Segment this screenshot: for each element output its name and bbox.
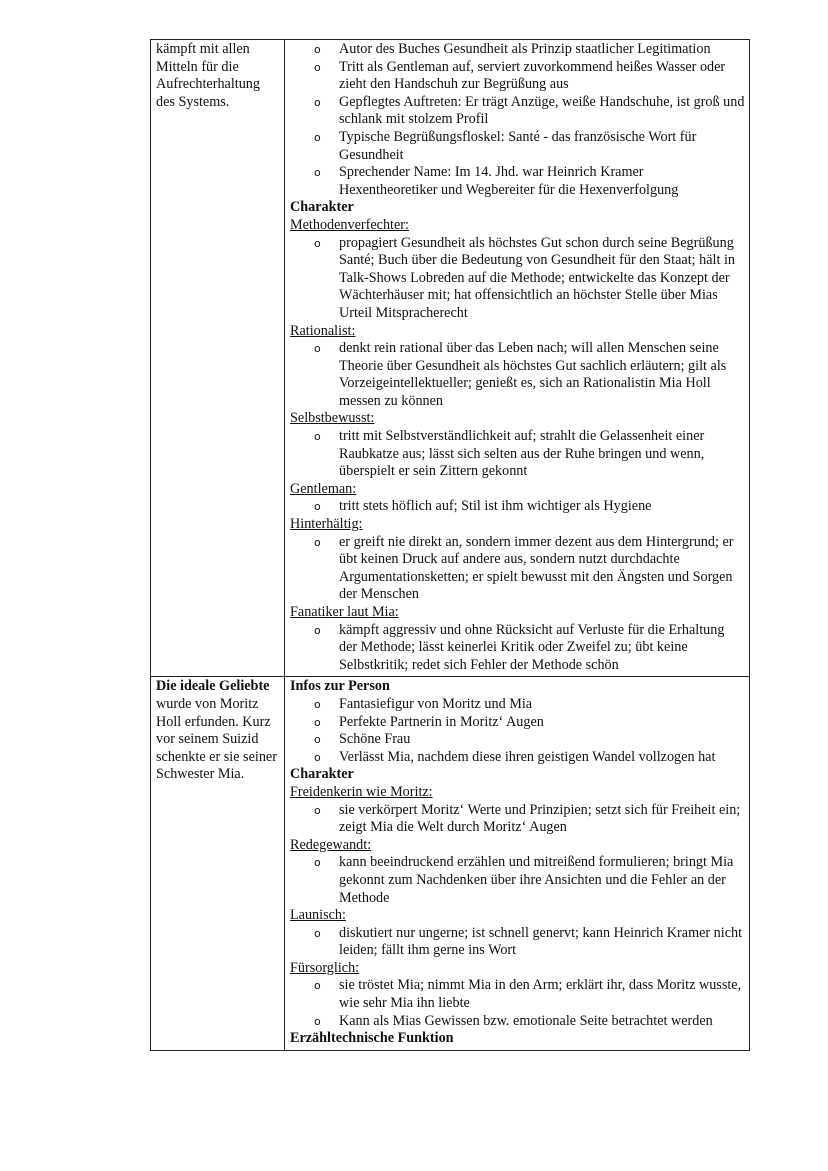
list-item: o Gepflegtes Auftreten: Er trägt Anzüge, weiße Handschuhe, ist groß und schlank mit stolzem Profil [314,93,745,128]
trait-list [290,534,745,604]
table-row-heinrich-kramer [151,40,750,677]
trait-list [290,340,745,410]
list-item: o Tritt als Gentleman auf, serviert zuvorkommend heißes Wasser oder zieht den Handschuh zur Begrüßung aus [314,58,726,93]
circle-bullet-icon: o [314,43,321,56]
right-cell-details [285,40,750,677]
circle-bullet-icon: o [314,166,321,180]
list-item: o kämpft aggressiv und ohne Rücksicht auf Verluste für die Erhaltung der Methode; lässt keinerlei Kritik oder Zweifel zu; übt keine Selbstkritik; redet sich Fehler der Methode schön [314,621,725,673]
circle-bullet-icon: o [314,130,321,144]
list-item: o Autor des Buches Gesundheit als Prinzip staatlicher Legitimation [314,41,711,57]
circle-bullet-icon: o [314,750,321,764]
trait-label: Freidenkerin wie Moritz: [290,783,433,800]
list-item: o Sprechender Name: Im 14. Jhd. war Heinrich Kramer Hexentheoretiker und Wegbereiter für die Hexenverfolgung [314,164,679,198]
left-cell-description [151,677,285,1050]
trait-list [290,622,745,675]
circle-bullet-icon: o [314,430,321,444]
trait-label: Fanatiker laut Mia: [290,604,399,620]
circle-bullet-icon: o [314,60,321,74]
list-item: o Typische Begrüßungsfloskel: Santé - das französische Wort für Gesundheit [314,128,697,163]
trait-label: Gentleman: [290,480,357,497]
trait-label: Methodenverfechter: [290,216,409,233]
trait-list [290,925,745,960]
circle-bullet-icon: o [314,1014,321,1028]
section-heading-charakter: Charakter [290,199,354,216]
trait-label: Selbstbewusst: [290,410,375,427]
list-item: o Fantasiefigur von Moritz und Mia [314,695,533,712]
trait-list [290,977,745,1030]
trait-list [290,854,745,907]
trait-label: Launisch: [290,907,346,924]
left-text: kämpft mit allen Mitteln für die Aufrechterhaltung des Systems. [156,41,260,110]
left-title: Die ideale Geliebte [156,678,270,695]
circle-bullet-icon: o [314,979,321,993]
list-item: o sie verkörpert Moritz‘ Werte und Prinzipien; setzt sich für Freiheit ein; zeigt Mia die Welt durch Moritz‘ Augen [314,801,741,836]
circle-bullet-icon: o [314,500,321,514]
intro-list [290,41,745,199]
circle-bullet-icon: o [314,803,321,817]
circle-bullet-icon: o [314,715,321,729]
trait-list [290,235,745,323]
trait-label: Rationalist: [290,322,356,339]
trait-label: Redegewandt: [290,836,372,853]
left-text: wurde von Moritz Holl erfunden. Kurz vor seinem Suizid schenkte er sie seiner Schwester Mia. [156,695,277,783]
section-heading-charakter: Charakter [290,766,354,783]
trait-list [290,498,745,516]
list-item: o tritt stets höflich auf; Stil ist ihm wichtiger als Hygiene [314,498,652,515]
circle-bullet-icon: o [314,342,321,356]
trait-label: Fürsorglich: [290,959,360,976]
circle-bullet-icon: o [314,95,321,109]
circle-bullet-icon: o [314,535,321,549]
circle-bullet-icon: o [314,926,321,940]
list-item: o kann beeindruckend erzählen und mitreißend formulieren; bringt Mia gekonnt zum Nachdenken über ihre Ansichten und die Fehler an der Methode [314,854,734,906]
list-item: o propagiert Gesundheit als höchstes Gut schon durch seine Begrüßung Santé; Buch über die Bedeutung von Gesundheit für den Staat; hält in Talk-Shows Lobreden auf die Methode; entwickelte das Konzept der Wächterhäuser mit; hat offensichtlich an höchster Stelle über Mias Urteil Mitspracherecht [314,234,735,321]
document-page [150,39,745,1051]
section-heading-infos: Infos zur Person [290,678,390,695]
circle-bullet-icon: o [314,623,321,637]
circle-bullet-icon: o [314,236,321,250]
list-item: o diskutiert nur ungerne; ist schnell genervt; kann Heinrich Kramer nicht leiden; fällt ihm gerne ins Wort [314,924,743,959]
list-item: o Schöne Frau [314,731,411,748]
trait-label: Hinterhältig: [290,516,363,533]
list-item: o denkt rein rational über das Leben nach; will allen Menschen seine Theorie über Gesundheit als höchstes Gut sachlich erläutern; gilt als Vorzeigeintellektueller; genießt es, sich an Rationalistin Mia Holl messen zu können [314,340,727,409]
character-table [150,39,750,1051]
list-item: o Kann als Mias Gewissen bzw. emotionale Seite betrachtet werden [314,1012,713,1029]
list-item: o sie tröstet Mia; nimmt Mia in den Arm; erklärt ihr, dass Moritz wusste, wie sehr Mia ihn liebte [314,977,742,1012]
trait-list [290,428,745,481]
circle-bullet-icon: o [314,733,321,747]
list-item: o Verlässt Mia, nachdem diese ihren geistigen Wandel vollzogen hat [314,748,716,765]
section-heading-erzaehltechnik: Erzähltechnische Funktion [290,1030,454,1047]
circle-bullet-icon: o [314,697,321,711]
trait-list [290,802,745,837]
info-list [290,696,745,766]
right-cell-details [285,677,750,1050]
left-cell-description [151,40,285,677]
list-item: o Perfekte Partnerin in Moritz‘ Augen [314,713,544,730]
table-row-ideale-geliebte [151,677,750,1050]
list-item: o tritt mit Selbstverständlichkeit auf; strahlt die Gelassenheit einer Raubkatze aus; lässt sich selten aus der Ruhe bringen und wenn, überspielt er sein Zittern gekonnt [314,428,705,480]
list-item: o er greift nie direkt an, sondern immer dezent aus dem Hintergrund; er übt keinen Druck auf andere aus, sondern nutzt durchdachte Argumentationsketten; er spielt bewusst mit den Ängsten und Sorgen der Menschen [314,533,734,603]
circle-bullet-icon: o [314,856,321,870]
